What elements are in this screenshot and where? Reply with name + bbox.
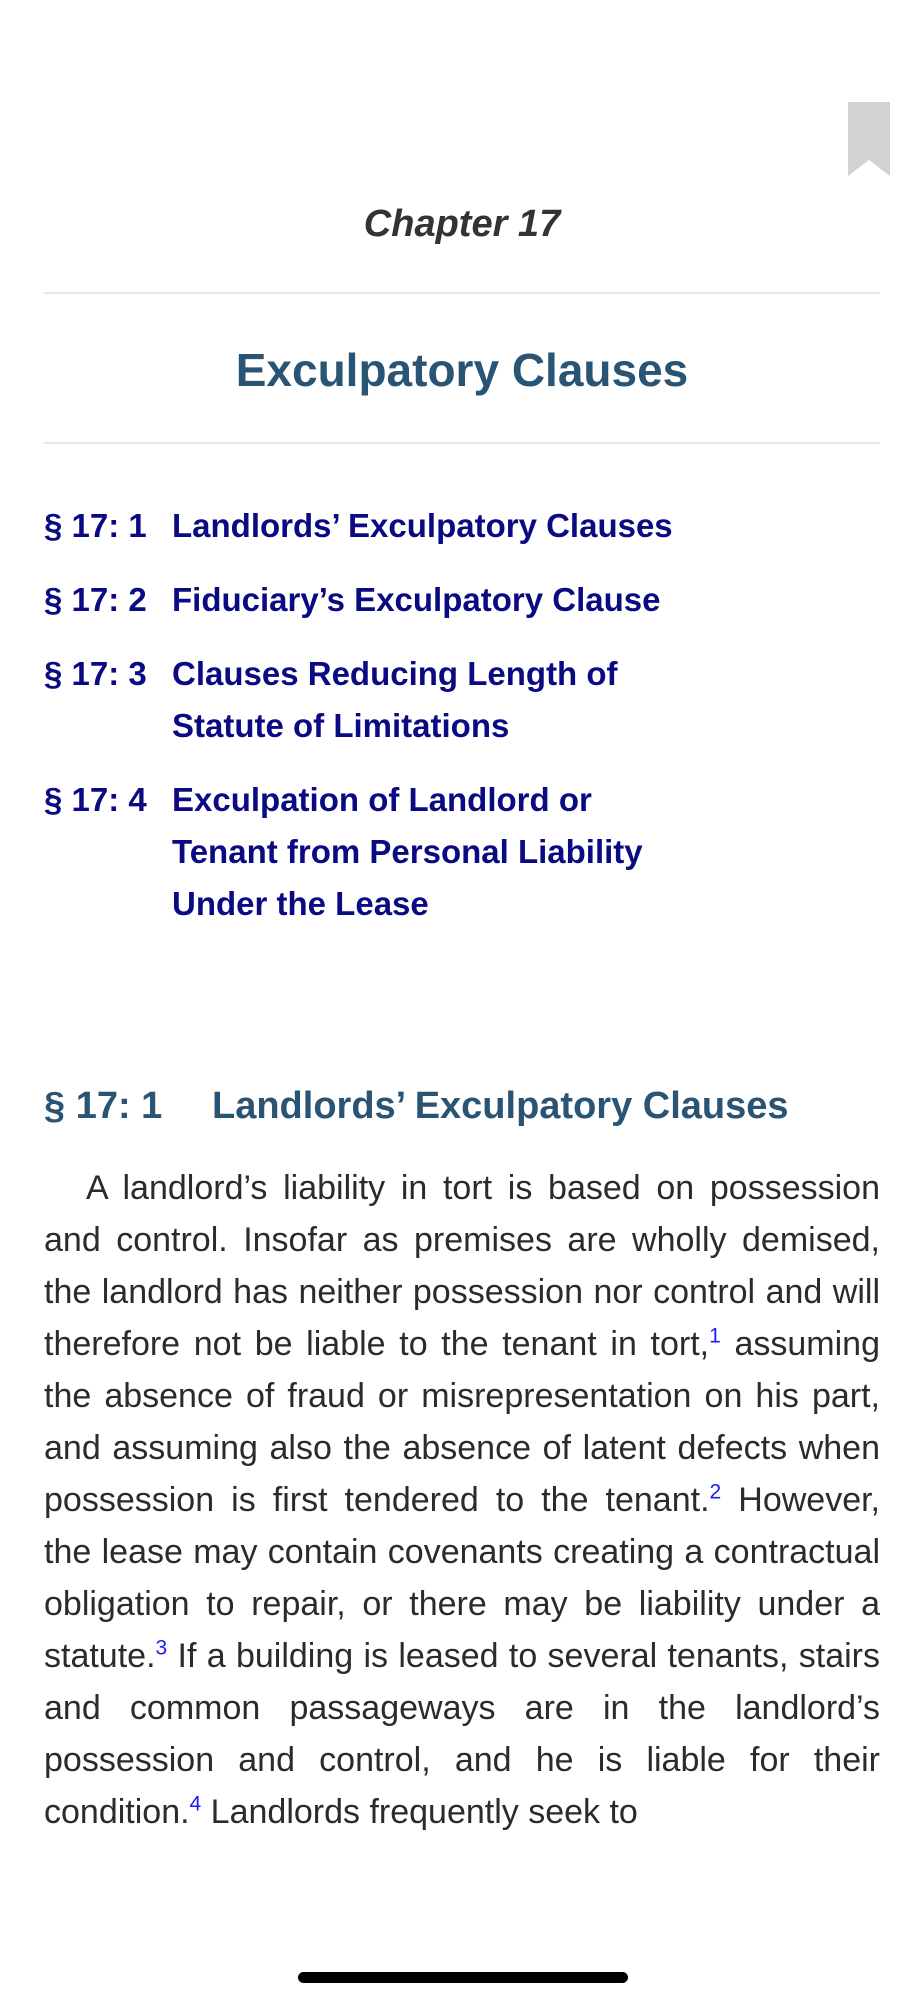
toc-number: § 17: 4: [44, 781, 147, 818]
divider-top: [44, 292, 880, 294]
toc-number: § 17: 1: [44, 507, 147, 544]
toc-link-17-1[interactable]: [44, 500, 880, 552]
table-of-contents: [44, 500, 880, 952]
body-text-segment: However, the lease may contain covenants creating a contractual obligation to repair, or there may be liability under a statute.: [44, 1481, 880, 1675]
footnote-link-2[interactable]: 2: [709, 1480, 722, 1504]
chapter-label: Chapter 17: [363, 203, 561, 245]
section-title: Landlords’ Exculpatory Clauses: [212, 1085, 789, 1127]
section-heading: [44, 1078, 789, 1134]
section-number: § 17: 1: [44, 1085, 163, 1127]
body-text-segment: assuming the absence of fraud or misrepresentation on his part, and assuming also the absence of latent defects when possession is first tendered to the tenant.: [44, 1325, 880, 1519]
toc-title: Clauses Reducing Length of Statute of Limitations: [172, 655, 618, 744]
toc-title: Exculpation of Landlord or Tenant from Personal Liability Under the Lease: [172, 781, 643, 922]
body-paragraph: [44, 1162, 880, 1838]
toc-link-17-4[interactable]: [44, 774, 880, 930]
toc-number: § 17: 2: [44, 581, 147, 618]
toc-link-17-3[interactable]: [44, 648, 880, 752]
body-text-segment: A landlord’s liability in tort is based on possession and control. Insofar as premises are wholly demised, the landlord has neither possession nor control and will therefore not be liable to the tenant in tort,: [44, 1169, 880, 1363]
body-text-segment: If a building is leased to several tenants, stairs and common passageways are in the landlord’s possession and control, and he is liable for their condition.: [44, 1637, 880, 1831]
home-indicator[interactable]: [298, 1972, 628, 1983]
divider-bottom: [44, 442, 880, 444]
toc-title: Fiduciary’s Exculpatory Clause: [172, 581, 661, 618]
toc-title: Landlords’ Exculpatory Clauses: [172, 507, 673, 544]
toc-link-17-2[interactable]: [44, 574, 880, 626]
toc-number: § 17: 3: [44, 655, 147, 692]
chapter-title: Exculpatory Clauses: [235, 344, 689, 396]
footnote-link-1[interactable]: 1: [709, 1324, 721, 1348]
footnote-link-4[interactable]: 4: [189, 1792, 202, 1816]
footnote-link-3[interactable]: 3: [155, 1636, 168, 1660]
bookmark-icon[interactable]: [848, 102, 890, 176]
body-text-segment: Landlords frequently seek to: [201, 1793, 638, 1831]
